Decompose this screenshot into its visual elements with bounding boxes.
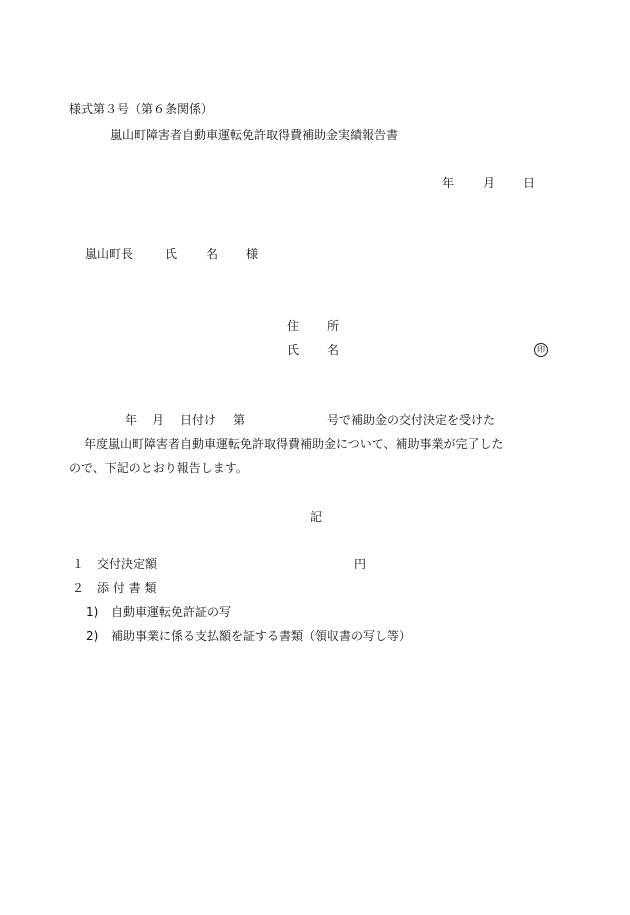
body-line2: 年度嵐山町障害者自動車運転免許取得費補助金について、補助事業が完了した	[84, 437, 504, 451]
sub2-number: 2)	[86, 629, 99, 643]
item1-label: 交付決定額	[97, 557, 158, 571]
sub1-number: 1)	[86, 605, 99, 619]
item1-unit: 円	[354, 557, 367, 571]
body-year: 年	[125, 413, 138, 427]
form-number: 様式第３号（第６条関係）	[69, 102, 214, 116]
addressee-name-char1: 氏	[165, 247, 178, 261]
name-label-char1: 氏	[287, 343, 300, 357]
date-year: 年	[442, 176, 455, 190]
body-line1-rest: 号で補助金の交付決定を受けた	[327, 413, 496, 427]
document-title: 嵐山町障害者自動車運転免許取得費補助金実績報告書	[110, 128, 399, 142]
sub2-text: 補助事業に係る支払額を証する書類（領収書の写し等）	[111, 629, 412, 643]
date-month: 月	[483, 176, 496, 190]
seal-mark: 印	[534, 343, 548, 357]
ki-heading: 記	[310, 510, 323, 524]
item1-number: １	[72, 557, 85, 571]
item2-label: 添 付 書 類	[97, 581, 157, 595]
addressee-honorific: 様	[246, 247, 259, 261]
body-date-suffix: 日付け	[180, 413, 217, 427]
address-label-char1: 住	[287, 319, 300, 333]
body-month: 月	[152, 413, 165, 427]
body-line3: ので、下記のとおり報告します。	[69, 461, 248, 475]
address-label-char2: 所	[327, 319, 340, 333]
sub1-text: 自動車運転免許証の写	[111, 605, 232, 619]
date-day: 日	[523, 176, 536, 190]
body-number-prefix: 第	[233, 413, 246, 427]
addressee-name-char2: 名	[206, 247, 219, 261]
item2-number: ２	[72, 581, 85, 595]
name-label-char2: 名	[327, 343, 340, 357]
addressee-mayor: 嵐山町長	[85, 247, 134, 261]
